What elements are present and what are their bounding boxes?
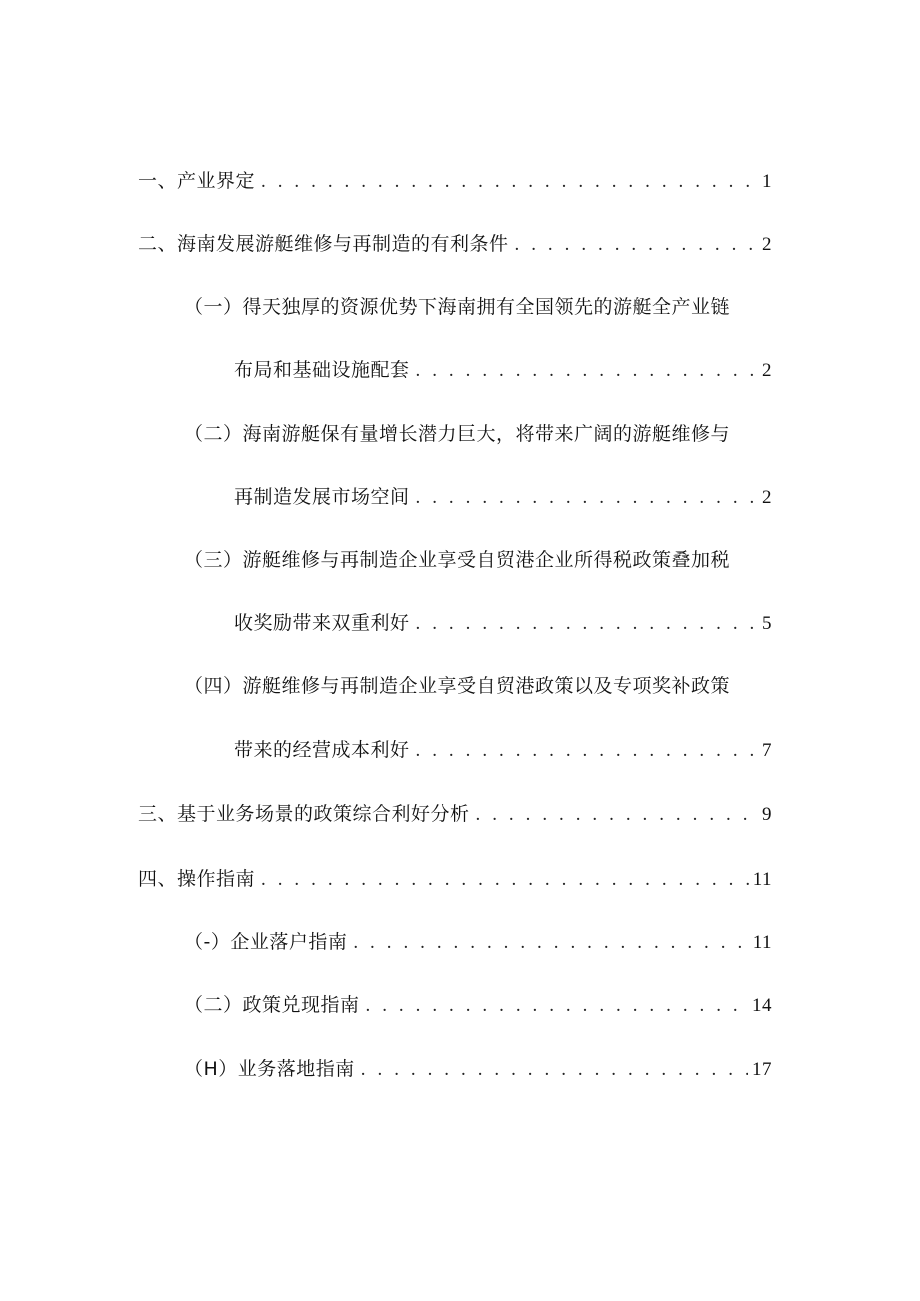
toc-entry-title: （-）企业落户指南	[184, 931, 348, 953]
toc-entry-2-4-line1[interactable]: （四）游艇维修与再制造企业享受自贸港政策以及专项奖补政策	[184, 675, 731, 697]
dot-leader	[261, 169, 758, 195]
toc-entry-title: 三、基于业务场景的政策综合利好分析	[138, 803, 470, 825]
toc-page-number: 2	[762, 487, 772, 508]
dot-leader	[416, 611, 758, 637]
toc-page-number: 2	[762, 234, 772, 255]
dot-leader	[416, 485, 758, 511]
toc-entry-1[interactable]	[138, 168, 772, 195]
toc-entry-title: 布局和基础设施配套	[234, 359, 410, 381]
toc-page-number: 2	[762, 360, 772, 381]
dot-leader	[366, 993, 748, 1019]
toc-entry-4-3[interactable]	[184, 1056, 772, 1083]
toc-entry-title: （H）业务落地指南	[184, 1058, 355, 1080]
toc-entry-2-3-line1[interactable]: （三）游艇维修与再制造企业享受自贸港企业所得税政策叠加税	[184, 549, 731, 571]
toc-page-number: 7	[762, 740, 772, 761]
toc-entry-title: 再制造发展市场空间	[234, 486, 410, 508]
toc-entry-title: （二）政策兑现指南	[184, 994, 360, 1016]
toc-page-number: 11	[752, 869, 772, 890]
dot-leader	[416, 358, 758, 384]
toc-entry-2-2[interactable]	[234, 484, 772, 511]
toc-page-number: 14	[752, 995, 772, 1016]
toc-page-number: 5	[762, 613, 772, 634]
toc-entry-2-3[interactable]	[234, 610, 772, 637]
dot-leader	[476, 802, 758, 828]
dot-leader	[353, 930, 748, 956]
toc-entry-2-4[interactable]	[234, 737, 772, 764]
toc-entry-title: 二、海南发展游艇维修与再制造的有利条件	[138, 233, 509, 255]
toc-page-number: 17	[752, 1059, 772, 1080]
toc-entry-4-1[interactable]	[184, 929, 772, 956]
toc-entry-2-2-line1[interactable]: （二）海南游艇保有量增长潜力巨大，将带来广阔的游艇维修与	[184, 423, 731, 445]
toc-entry-4[interactable]	[138, 866, 772, 893]
dot-leader	[515, 232, 758, 258]
dot-leader	[361, 1057, 748, 1083]
toc-page-number: 11	[752, 932, 772, 953]
toc-entry-title: 带来的经营成本利好	[234, 739, 410, 761]
toc-entry-title: 收奖励带来双重利好	[234, 612, 410, 634]
toc-entry-2-1[interactable]	[234, 357, 772, 384]
toc-entry-title: 四、操作指南	[138, 868, 256, 890]
toc-page-number: 9	[762, 804, 772, 825]
toc-entry-3[interactable]	[138, 801, 772, 828]
toc-entry-2[interactable]	[138, 231, 772, 258]
toc-entry-title: 一、产业界定	[138, 170, 256, 192]
dot-leader	[261, 867, 749, 893]
dot-leader	[416, 738, 758, 764]
toc-page-number: 1	[762, 171, 772, 192]
toc-entry-2-1-line1[interactable]: （一）得天独厚的资源优势下海南拥有全国领先的游艇全产业链	[184, 296, 731, 318]
toc-entry-4-2[interactable]	[184, 992, 772, 1019]
